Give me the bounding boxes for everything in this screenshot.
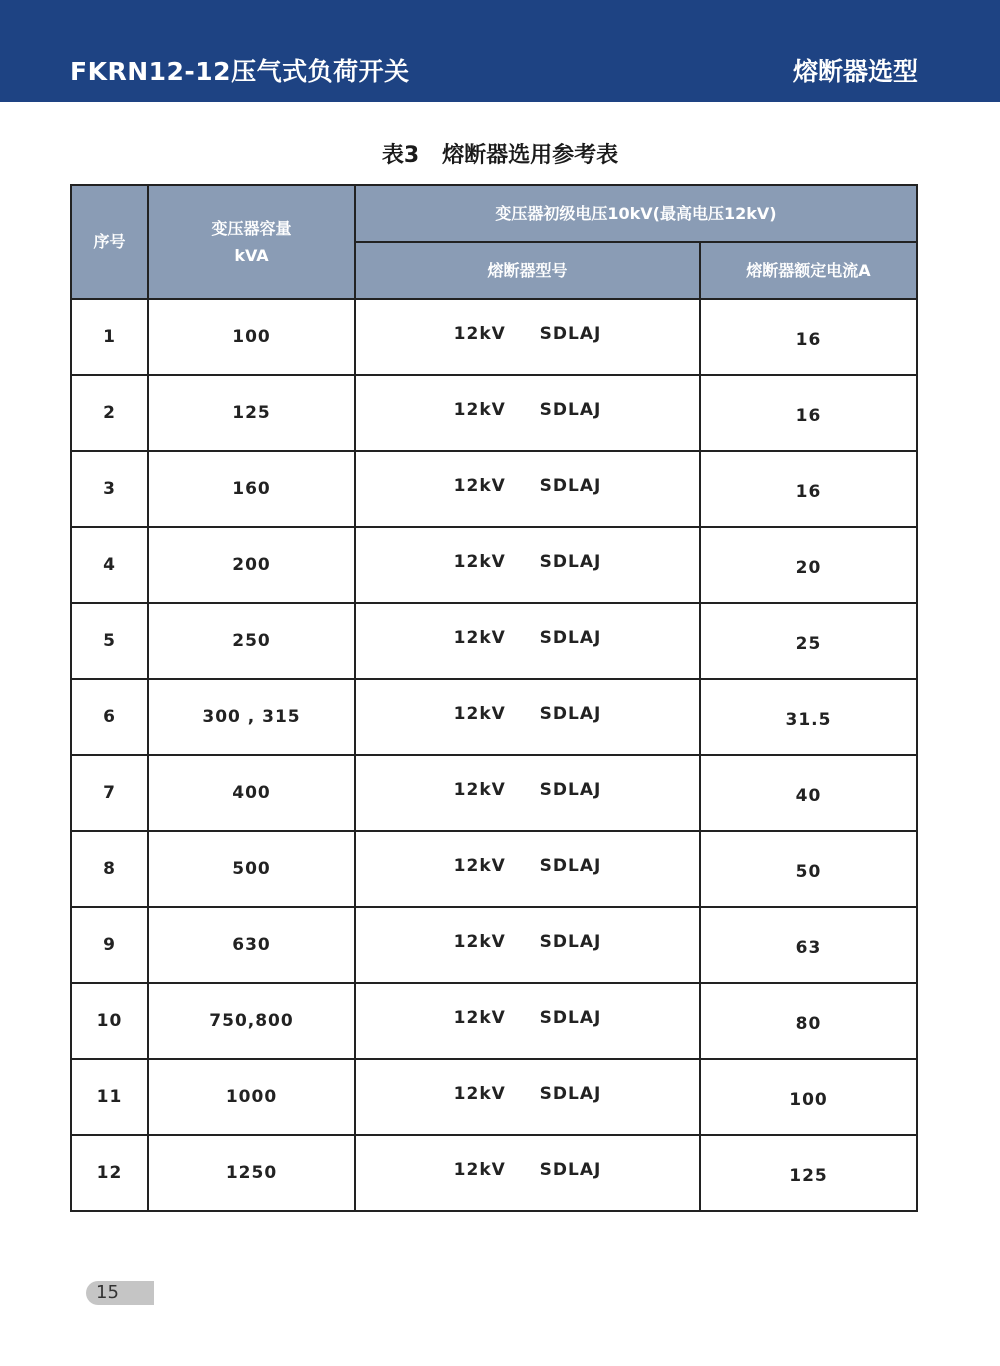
- row-rated-current: [700, 907, 917, 983]
- row-rated-current: [700, 831, 917, 907]
- row-rated-current: [700, 983, 917, 1059]
- row-rated-current: [700, 1135, 917, 1211]
- row-index: 8: [71, 831, 148, 907]
- row-rated-current: [700, 603, 917, 679]
- row-voltage: 12kV: [453, 856, 506, 876]
- row-fuse-model: [355, 983, 700, 1059]
- row-fuse-model: [355, 831, 700, 907]
- row-current-value: 63: [795, 938, 822, 958]
- row-fuse-model: [355, 679, 700, 755]
- row-voltage: 12kV: [453, 400, 506, 420]
- row-voltage: 12kV: [453, 476, 506, 496]
- row-current-value: 31.5: [785, 710, 832, 730]
- table-row: [71, 831, 917, 907]
- row-index: 1: [71, 299, 148, 375]
- row-series: SDLAJ: [539, 1084, 602, 1104]
- row-rated-current: [700, 527, 917, 603]
- row-series: SDLAJ: [539, 552, 602, 572]
- row-capacity: 300 , 315: [148, 679, 355, 755]
- row-index: 10: [71, 983, 148, 1059]
- header-fuse-model: [355, 242, 700, 299]
- row-series: SDLAJ: [539, 628, 602, 648]
- row-current-value: 16: [795, 482, 822, 502]
- header-banner: [0, 0, 1000, 102]
- row-fuse-model: [355, 451, 700, 527]
- row-index: 2: [71, 375, 148, 451]
- header-voltage-group-label: 变压器初级电压10kV(最高电压12kV): [495, 203, 777, 223]
- table-row: [71, 1135, 917, 1211]
- row-index: 11: [71, 1059, 148, 1135]
- row-fuse-model: [355, 1059, 700, 1135]
- row-current-value: 125: [789, 1166, 828, 1186]
- row-rated-current: [700, 375, 917, 451]
- row-series: SDLAJ: [539, 476, 602, 496]
- header-fuse-model-label: 熔断器型号: [487, 260, 568, 280]
- row-rated-current: [700, 1059, 917, 1135]
- row-current-value: 16: [795, 406, 822, 426]
- row-voltage: 12kV: [453, 324, 506, 344]
- table-row: [71, 983, 917, 1059]
- table-row: [71, 451, 917, 527]
- row-rated-current: [700, 299, 917, 375]
- row-index: 4: [71, 527, 148, 603]
- row-current-value: 80: [795, 1014, 822, 1034]
- row-capacity: 1250: [148, 1135, 355, 1211]
- row-series: SDLAJ: [539, 1008, 602, 1028]
- header-capacity-label: 变压器容量: [211, 218, 292, 238]
- row-capacity: 125: [148, 375, 355, 451]
- row-index: 7: [71, 755, 148, 831]
- row-voltage: 12kV: [453, 628, 506, 648]
- row-voltage: 12kV: [453, 704, 506, 724]
- table-row: [71, 679, 917, 755]
- row-index: 9: [71, 907, 148, 983]
- header-rated-current: [700, 242, 917, 299]
- header-rated-current-label: 熔断器额定电流A: [746, 260, 871, 280]
- header-voltage-group: [355, 185, 917, 242]
- table-row: [71, 1059, 917, 1135]
- row-index: 3: [71, 451, 148, 527]
- table-row: [71, 603, 917, 679]
- row-current-value: 100: [789, 1090, 828, 1110]
- table-row: [71, 299, 917, 375]
- row-capacity: 500: [148, 831, 355, 907]
- header-capacity: [148, 185, 355, 299]
- section-title: 熔断器选型: [792, 57, 918, 86]
- row-series: SDLAJ: [539, 324, 602, 344]
- row-voltage: 12kV: [453, 1084, 506, 1104]
- header-index-label: 序号: [93, 232, 126, 252]
- row-series: SDLAJ: [539, 1160, 602, 1180]
- header-index: [71, 185, 148, 299]
- row-current-value: 16: [795, 330, 822, 350]
- row-voltage: 12kV: [453, 552, 506, 572]
- row-capacity: 400: [148, 755, 355, 831]
- row-index: 12: [71, 1135, 148, 1211]
- row-capacity: 630: [148, 907, 355, 983]
- row-fuse-model: [355, 1135, 700, 1211]
- header-capacity-unit: kVA: [234, 246, 269, 265]
- row-capacity: 250: [148, 603, 355, 679]
- product-title: FKRN12-12压气式负荷开关: [70, 57, 410, 86]
- row-series: SDLAJ: [539, 856, 602, 876]
- table-row: [71, 755, 917, 831]
- row-voltage: 12kV: [453, 1160, 506, 1180]
- row-fuse-model: [355, 299, 700, 375]
- row-series: SDLAJ: [539, 932, 602, 952]
- row-rated-current: [700, 755, 917, 831]
- table-row: [71, 907, 917, 983]
- row-current-value: 40: [795, 786, 822, 806]
- row-current-value: 50: [795, 862, 822, 882]
- row-fuse-model: [355, 527, 700, 603]
- row-index: 5: [71, 603, 148, 679]
- row-rated-current: [700, 679, 917, 755]
- row-current-value: 25: [795, 634, 822, 654]
- table-row: [71, 375, 917, 451]
- page-number: 15: [96, 1282, 119, 1303]
- row-rated-current: [700, 451, 917, 527]
- row-capacity: 1000: [148, 1059, 355, 1135]
- table-row: [71, 527, 917, 603]
- row-index: 6: [71, 679, 148, 755]
- fuse-selection-table: [70, 184, 918, 1212]
- row-voltage: 12kV: [453, 1008, 506, 1028]
- row-fuse-model: [355, 603, 700, 679]
- row-capacity: 160: [148, 451, 355, 527]
- row-fuse-model: [355, 375, 700, 451]
- row-fuse-model: [355, 755, 700, 831]
- row-fuse-model: [355, 907, 700, 983]
- row-current-value: 20: [795, 558, 822, 578]
- row-series: SDLAJ: [539, 400, 602, 420]
- row-voltage: 12kV: [453, 932, 506, 952]
- row-series: SDLAJ: [539, 704, 602, 724]
- row-series: SDLAJ: [539, 780, 602, 800]
- page-number-tab: [86, 1281, 154, 1305]
- row-capacity: 100: [148, 299, 355, 375]
- table-caption: 表3 熔断器选用参考表: [381, 143, 619, 168]
- row-capacity: 200: [148, 527, 355, 603]
- row-voltage: 12kV: [453, 780, 506, 800]
- row-capacity: 750,800: [148, 983, 355, 1059]
